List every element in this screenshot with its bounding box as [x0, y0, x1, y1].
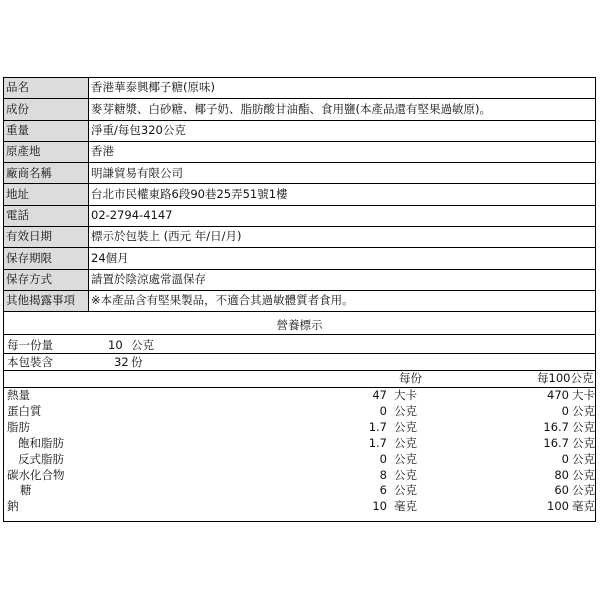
serving-size-value: 10	[108, 338, 123, 352]
nutrient-name: 飽和脂肪	[18, 435, 64, 450]
info-value: 麥芽糖漿、白砂糖、椰子奶、脂肪酸甘油酯、食用鹽(本產品還有堅果過敏原)。	[89, 99, 596, 120]
info-row	[4, 290, 595, 311]
nutrient-per-serving-value: 47	[372, 388, 387, 402]
info-label: 有效日期	[4, 227, 89, 248]
info-label: 地址	[4, 184, 89, 205]
nutrition-title: 營養標示	[4, 316, 595, 335]
nutrient-per-100g-unit: 大卡	[572, 388, 595, 402]
servings-count-label: 本包裝含	[7, 355, 53, 369]
nutrient-per-serving-unit: 公克	[394, 435, 417, 450]
info-row	[4, 205, 595, 226]
info-value: 明謙貿易有限公司	[89, 163, 596, 184]
nutrient-name: 反式脂肪	[18, 451, 64, 466]
nutrient-per-serving-unit: 公克	[394, 467, 417, 482]
nutrient-per-serving-unit: 毫克	[394, 499, 417, 514]
nutrient-per-serving-unit: 公克	[394, 483, 417, 498]
nutrient-per-100g-value: 60	[554, 483, 569, 498]
nutrient-per-serving-value: 1.7	[368, 419, 387, 434]
serving-size-label: 每一份量	[7, 338, 53, 352]
info-label: 原產地	[4, 141, 89, 162]
nutrient-per-100g-unit: 毫克	[572, 499, 595, 514]
divider	[4, 387, 595, 388]
nutrient-per-100g-unit: 公克	[572, 467, 595, 482]
info-label: 廠商名稱	[4, 163, 89, 184]
nutrient-name: 糖	[20, 483, 32, 498]
nutrient-per-100g-value: 0	[561, 451, 569, 466]
nutrient-per-100g-value: 16.7	[543, 419, 569, 434]
info-row	[4, 141, 595, 162]
nutrient-per-serving-value: 10	[372, 499, 387, 514]
col-header-per-100g: 每100公克	[537, 371, 594, 385]
info-label: 保存方式	[4, 269, 89, 290]
info-row	[4, 120, 595, 141]
nutrient-per-serving-unit: 公克	[394, 451, 417, 466]
info-label: 其他揭露事項	[4, 290, 89, 311]
info-value: 台北市民權東路6段90巷25弄51號1樓	[89, 184, 596, 205]
nutrient-per-100g-unit: 公克	[572, 483, 595, 498]
info-value: 淨重/每包320公克	[89, 120, 596, 141]
nutrient-per-serving-unit: 大卡	[394, 388, 417, 402]
info-label: 品名	[4, 78, 89, 99]
nutrient-per-100g-value: 100	[547, 499, 569, 514]
nutrient-per-serving-value: 6	[379, 483, 387, 498]
nutrient-per-serving-value: 0	[379, 451, 387, 466]
serving-size-unit: 公克	[131, 338, 154, 352]
nutrient-per-100g-value: 16.7	[543, 435, 569, 450]
info-label: 重量	[4, 120, 89, 141]
info-value: 02-2794-4147	[89, 205, 596, 226]
info-label: 成份	[4, 99, 89, 120]
product-info-table	[4, 78, 595, 312]
nutrient-per-100g-unit: 公克	[572, 419, 595, 434]
nutrient-per-100g-unit: 公克	[572, 435, 595, 450]
info-row	[4, 99, 595, 120]
servings-count-unit: 份	[131, 355, 143, 369]
nutrient-per-serving-value: 1.7	[368, 435, 387, 450]
nutrient-name: 脂肪	[7, 419, 30, 434]
info-row	[4, 227, 595, 248]
info-value: ※本產品含有堅果製品，不適合其過敏體質者食用。	[89, 290, 596, 311]
info-value: 24個月	[89, 248, 596, 269]
info-row	[4, 184, 595, 205]
divider	[4, 370, 595, 371]
nutrient-per-serving-value: 0	[379, 403, 387, 418]
col-header-per-serving: 每份	[399, 371, 422, 385]
divider	[4, 353, 595, 354]
info-value: 香港華泰興椰子糖(原味)	[89, 78, 596, 99]
info-row	[4, 78, 595, 99]
info-row	[4, 163, 595, 184]
product-label-sheet	[3, 77, 596, 522]
nutrient-name: 熱量	[7, 388, 30, 402]
nutrient-name: 蛋白質	[7, 403, 42, 418]
nutrient-per-100g-value: 80	[554, 467, 569, 482]
nutrient-per-serving-value: 8	[379, 467, 387, 482]
nutrient-per-serving-unit: 公克	[394, 419, 417, 434]
nutrient-per-100g-unit: 公克	[572, 403, 595, 418]
info-value: 請置於陰涼處常溫保存	[89, 269, 596, 290]
info-value: 標示於包裝上 (西元 年/日/月)	[89, 227, 596, 248]
info-row	[4, 248, 595, 269]
info-label: 保存期限	[4, 248, 89, 269]
info-value: 香港	[89, 141, 596, 162]
servings-count-value: 32	[114, 355, 129, 369]
nutrient-per-100g-value: 0	[561, 403, 569, 418]
nutrient-per-100g-value: 470	[547, 388, 569, 402]
nutrient-per-100g-unit: 公克	[572, 451, 595, 466]
nutrient-name: 鈉	[7, 499, 19, 514]
info-row	[4, 269, 595, 290]
info-label: 電話	[4, 205, 89, 226]
nutrient-name: 碳水化合物	[7, 467, 65, 482]
nutrient-per-serving-unit: 公克	[394, 403, 417, 418]
